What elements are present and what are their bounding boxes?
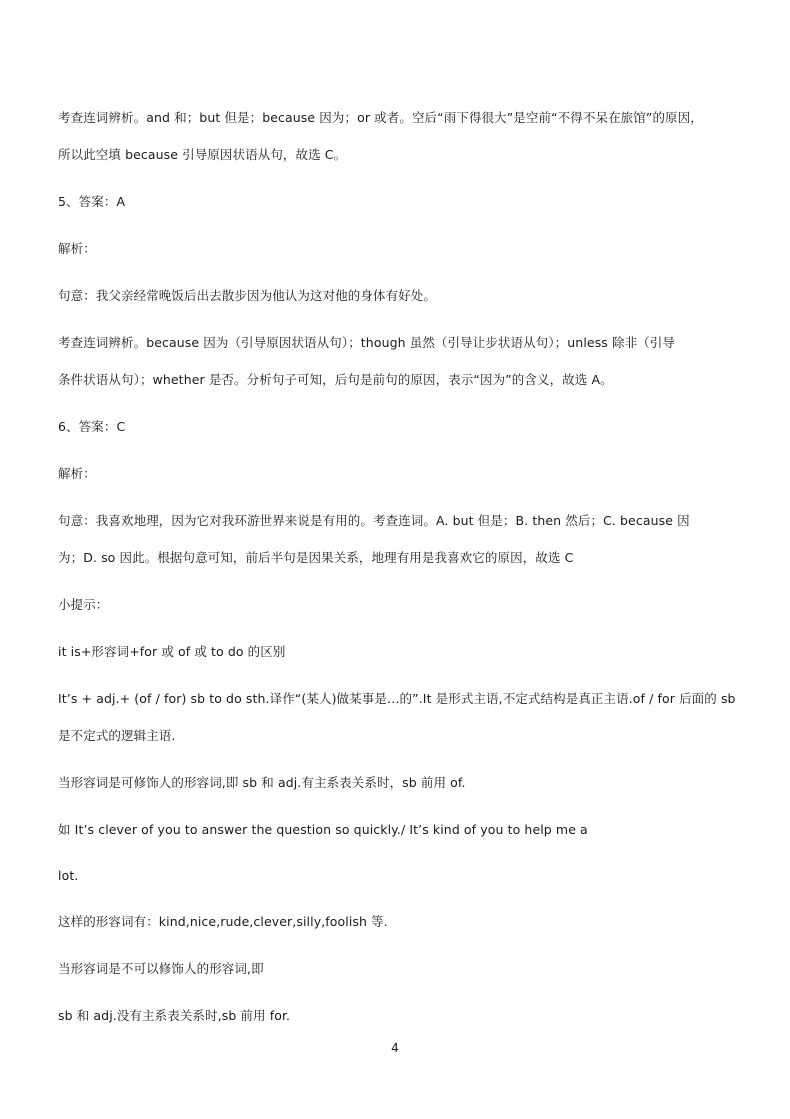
text-line: 当形容词是不可以修饰人的形容词,即 xyxy=(58,961,264,976)
text-line: 句意：我喜欢地理，因为它对我环游世界来说是有用的。考查连词。A. but 但是；B. then 然后；C. because 因 xyxy=(58,513,690,528)
page-number: 4 xyxy=(391,1041,399,1055)
text-line: 条件状语从句）；whether 是否。分析句子可知，后句是前句的原因，表示“因为”的含义，故选 A。 xyxy=(58,372,613,387)
tip-heading: 小提示： xyxy=(58,597,109,612)
text-line: 所以此空填 because 引导原因状语从句，故选 C。 xyxy=(58,147,347,162)
text-line: it is+形容词+for 或 of 或 to do 的区别 xyxy=(58,644,286,659)
text-line: 如 It’s clever of you to answer the question so quickly./ It’s kind of you to help me a xyxy=(58,822,588,837)
text-line: It’s + adj.+ (of / for) sb to do sth.译作“(某人)做某事是…的”.It 是形式主语,不定式结构是真正主语.of / for 后面的 sb xyxy=(58,691,736,706)
text-line: sb 和 adj.没有主系表关系时,sb 前用 for. xyxy=(58,1008,291,1023)
text-line: 考查连词辨析。and 和；but 但是；because 因为；or 或者。空后“雨下得很大”是空前“不得不呆在旅馆”的原因， xyxy=(58,110,703,125)
text-line: 这样的形容词有：kind,nice,rude,clever,silly,foolish 等. xyxy=(58,914,388,929)
analysis-heading: 解析： xyxy=(58,466,96,481)
text-line: 是不定式的逻辑主语. xyxy=(58,728,176,743)
text-line: 句意：我父亲经常晚饭后出去散步因为他认为这对他的身体有好处。 xyxy=(58,288,437,303)
text-line: 考查连词辨析。because 因为（引导原因状语从句）；though 虽然（引导让步状语从句）；unless 除非（引导 xyxy=(58,335,675,350)
answer-heading: 5、答案：A xyxy=(58,194,126,209)
text-line: 为；D. so 因此。根据句意可知，前后半句是因果关系，地理有用是我喜欢它的原因，故选 C xyxy=(58,550,574,565)
text-line: lot. xyxy=(58,868,79,883)
answer-heading: 6、答案：C xyxy=(58,419,126,434)
analysis-heading: 解析： xyxy=(58,241,96,256)
text-line: 当形容词是可修饰人的形容词,即 sb 和 adj.有主系表关系时，sb 前用 of. xyxy=(58,775,466,790)
